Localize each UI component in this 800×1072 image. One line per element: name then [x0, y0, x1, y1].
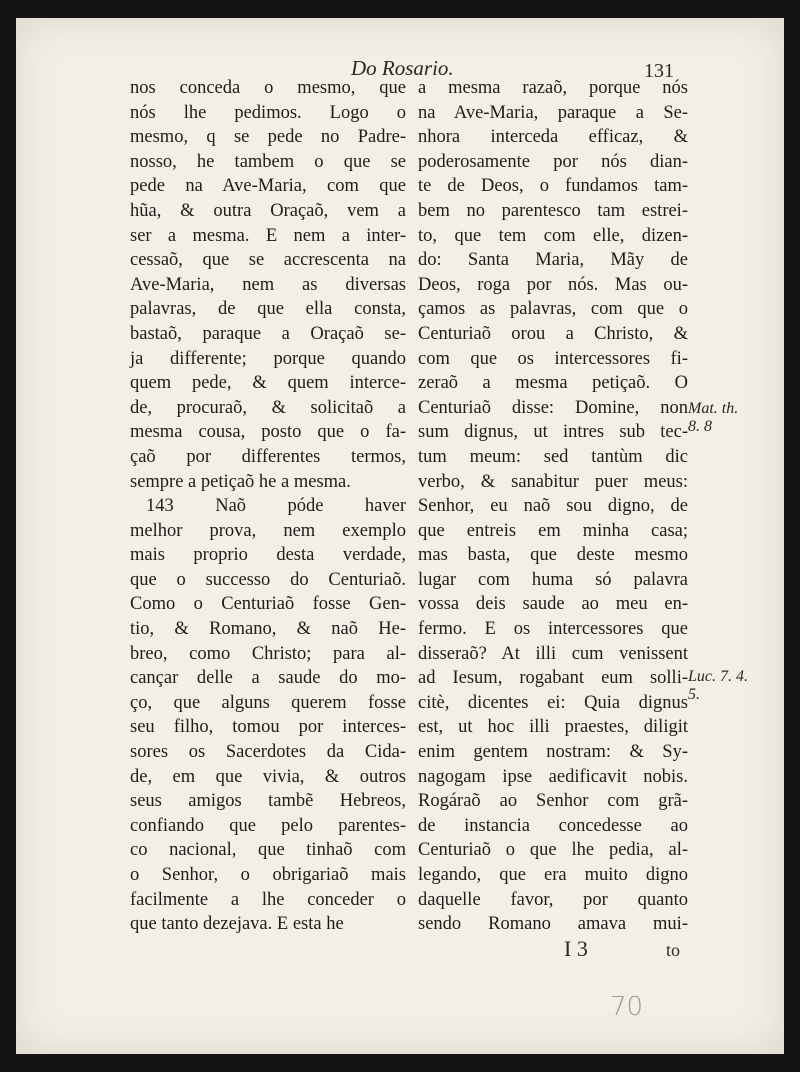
text-line: to, que tem com elle, dizen-	[418, 225, 688, 246]
running-head: Do Rosario.	[351, 56, 454, 80]
pencil-annotation: 70	[610, 992, 644, 1022]
text-line: Centuriaõ orou a Christo, &	[418, 323, 688, 344]
text-line: tio, & Romano, & naõ He-	[130, 619, 406, 640]
text-line: cessaõ, que se accrescenta na	[130, 250, 406, 271]
text-line: Centuriaõ disse: Domine, non	[418, 397, 688, 418]
text-line: palavras, de que ella consta,	[130, 299, 406, 320]
text-line: zeraõ a mesma petiçaõ. O	[418, 373, 688, 394]
text-line: mais proprio desta verdade,	[130, 545, 406, 566]
text-line: disseraõ? At illi cum venissent	[418, 643, 688, 664]
text-line: poderosamente por nós dian-	[418, 151, 688, 172]
text-line: ço, que alguns querem fosse	[130, 692, 406, 713]
text-line: lugar com huma só palavra	[418, 569, 688, 590]
text-line: ser a mesma. E nem a inter-	[130, 225, 406, 246]
text-line: que o successo do Centuriaõ.	[130, 569, 406, 590]
text-line: mesma cousa, posto que o fa-	[130, 422, 406, 443]
text-line: Rogáraõ ao Senhor com grã-	[418, 791, 688, 812]
text-line: breo, como Christo; para al-	[130, 643, 406, 664]
text-line: a mesma razaõ, porque nós	[418, 78, 688, 98]
text-line: est, ut hoc illi praestes, diligit	[418, 717, 688, 738]
signature-mark: I 3	[564, 936, 588, 961]
text-line: legando, que era muito digno	[418, 865, 688, 885]
left-text-column	[130, 76, 406, 937]
text-line: bastaõ, paraque a Oraçaõ se-	[130, 323, 406, 344]
text-line: daquelle favor, por quanto	[418, 889, 688, 910]
text-line: nosso, he tambem o que se	[130, 151, 406, 172]
text-line: de, em que vivia, & outros	[130, 766, 406, 787]
text-line: sendo Romano amava mui-	[418, 914, 688, 935]
text-line: de instancia concedesse ao	[418, 815, 688, 836]
text-line: verbo, & sanabitur puer meus:	[418, 471, 688, 492]
text-line: na Ave-Maria, paraque a Se-	[418, 102, 688, 123]
text-line: sum dignus, ut intres sub tec-	[418, 422, 688, 443]
text-line: Centuriaõ o que lhe pedia, al-	[418, 840, 688, 861]
text-line: seus amigos tambẽ Hebreos,	[130, 791, 406, 812]
text-line: do: Santa Maria, Mãy de	[418, 250, 688, 271]
text-line: sores os Sacerdotes da Cida-	[130, 742, 406, 763]
text-line: nos conceda o mesmo, que	[130, 78, 406, 98]
margin-note-luke: Luc. 7. 4. 5.	[688, 668, 748, 703]
text-line: o Senhor, o obrigariaõ mais	[130, 865, 406, 885]
text-line: que entreis em minha casa;	[418, 520, 688, 541]
book-page	[16, 18, 784, 1054]
text-line: tum meum: sed tantùm dic	[418, 446, 688, 467]
text-line: enim gentem nostram: & Sy-	[418, 742, 688, 763]
text-line: fermo. E os intercessores que	[418, 619, 688, 640]
text-line: pede na Ave-Maria, com que	[130, 176, 406, 197]
text-line: Deos, roga por nós. Mas ou-	[418, 274, 688, 295]
text-line: co nacional, que tinhaõ com	[130, 840, 406, 861]
text-line: çaõ por differentes termos,	[130, 446, 406, 467]
text-line: 143 Naõ póde haver	[146, 496, 406, 517]
text-line: cançar delle a saude do mo-	[130, 668, 406, 689]
text-line: melhor prova, nem exemplo	[130, 520, 406, 541]
text-line: hũa, & outra Oraçaõ, vem a	[130, 200, 406, 221]
margin-note-matthew: Mat. th. 8. 8	[688, 400, 739, 435]
text-line: ad Iesum, rogabant eum solli-	[418, 668, 688, 689]
text-line: nós lhe pedimos. Logo o	[130, 102, 406, 123]
text-line: Como o Centuriaõ fosse Gen-	[130, 594, 406, 615]
text-line: vossa deis saude ao meu en-	[418, 594, 688, 615]
text-line: seu filho, tomou por interces-	[130, 717, 406, 738]
text-line: te de Deos, o fundamos tam-	[418, 176, 688, 197]
text-line: de, procuraõ, & solicitaõ a	[130, 397, 406, 418]
text-line: ja differente; porque quando	[130, 348, 406, 369]
text-line: sempre a petiçaõ he a mesma.	[130, 471, 351, 492]
text-line: mas basta, que deste mesmo	[418, 545, 688, 566]
text-line: nhora interceda efficaz, &	[418, 127, 688, 148]
text-line: com que os intercessores fi-	[418, 348, 688, 369]
text-line: quem pede, & quem interce-	[130, 373, 406, 394]
text-line: que tanto dezejava. E esta he	[130, 914, 344, 935]
text-line: confiando que pelo parentes-	[130, 815, 406, 836]
catchword: to	[666, 940, 681, 960]
folio-number: 131	[644, 60, 674, 82]
text-line: çamos as palavras, com que o	[418, 299, 688, 320]
text-line: nagogam ipse aedificavit nobis.	[418, 766, 688, 787]
text-line: facilmente a lhe conceder o	[130, 889, 406, 910]
text-line: citè, dicentes ei: Quia dignus	[418, 692, 688, 713]
text-line: Ave-Maria, nem as diversas	[130, 274, 406, 295]
right-text-column	[418, 76, 688, 937]
text-line: Senhor, eu naõ sou digno, de	[418, 496, 688, 517]
text-line: bem no parentesco tam estrei-	[418, 200, 688, 221]
text-line: mesmo, q se pede no Padre-	[130, 127, 406, 148]
